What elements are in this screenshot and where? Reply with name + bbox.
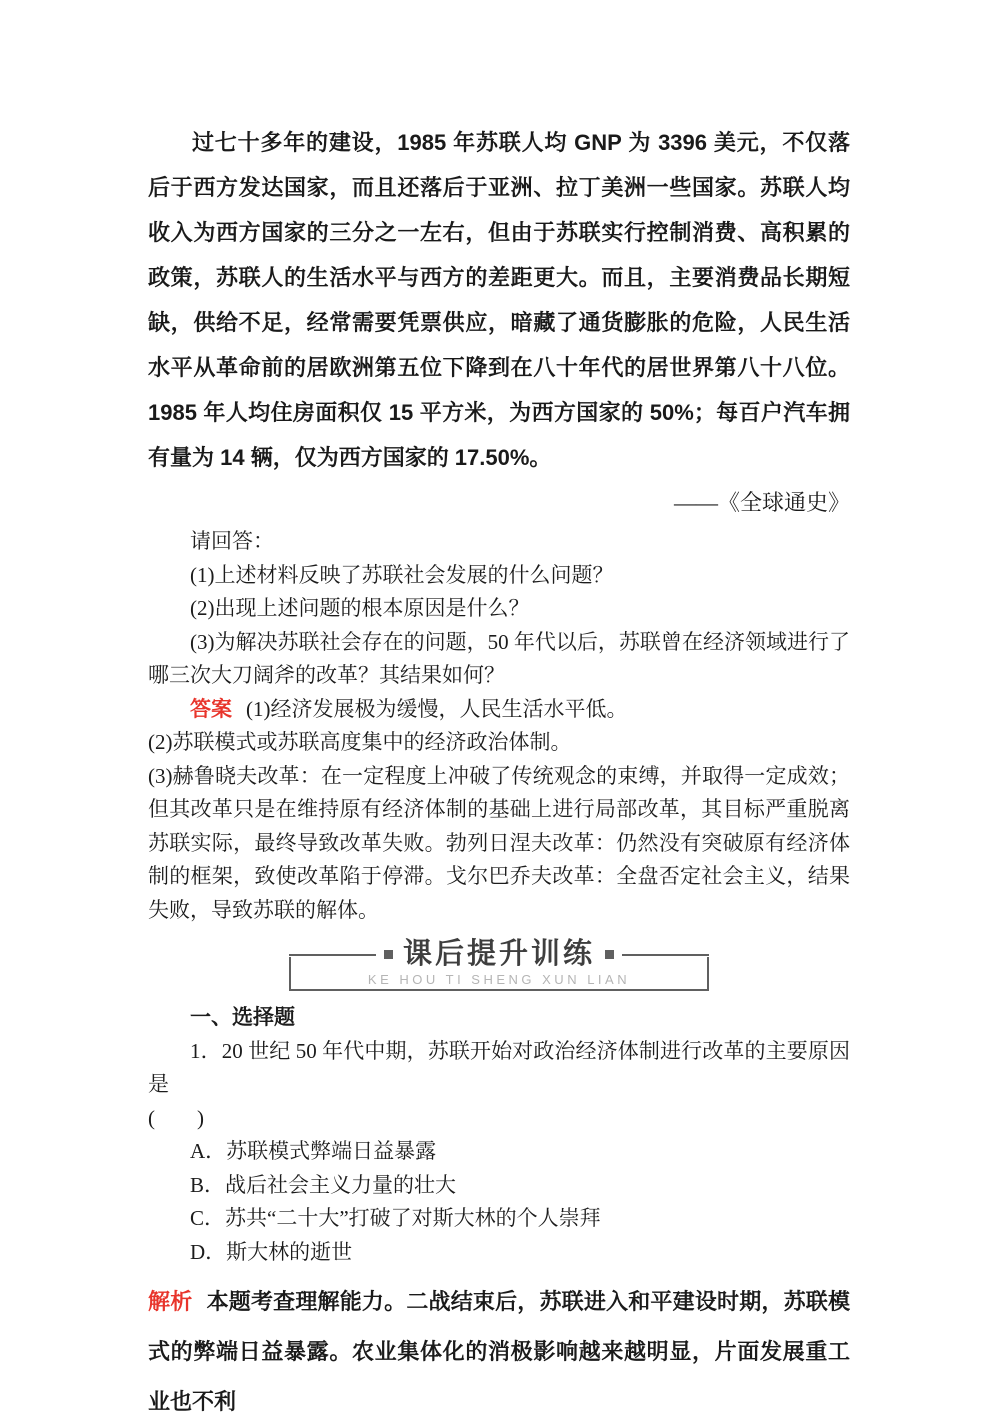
answer-label: 答案 [190, 696, 232, 721]
banner-square-right-icon [605, 950, 614, 959]
questions-prompt: 请回答： [190, 529, 274, 553]
question-item-1: (1)上述材料反映了苏联社会发展的什么问题？ [190, 562, 614, 587]
banner-title-row [289, 940, 709, 969]
question-item-3: (3)为解决苏联社会存在的问题，50 年代以后，苏联曾在经济领域进行了哪三次大刀阔斧的改革？其结果如何？ [148, 629, 850, 687]
page-content [148, 120, 850, 1414]
analysis-paragraph [148, 1277, 850, 1414]
analysis-label: 解析 [148, 1289, 193, 1314]
section-banner [289, 938, 709, 991]
banner-title: 课后提升训练 [403, 938, 596, 970]
question-item-2: (2)出现上述问题的根本原因是什么？ [190, 596, 530, 620]
source-attribution: ——《全球通史》 [673, 490, 850, 515]
answer-part-1-text: (1)经济发展极为缓慢，人民生活水平低。 [246, 696, 628, 721]
question1-stem: 1．20 世纪 50 年代中期，苏联开始对政治经济体制进行改革的主要原因是 [148, 1038, 850, 1096]
option-c: C．苏共“二十大”打破了对斯大林的个人崇拜 [190, 1206, 601, 1230]
analysis-text: 本题考查理解能力。二战结束后，苏联进入和平建设时期，苏联模式的弊端日益暴露。农业集体化的消极影响越来越明显，片面发展重工业也不利 [148, 1289, 850, 1414]
question1-answer-bracket: ( ) [148, 1105, 204, 1130]
answer-part-3: (3)赫鲁晓夫改革：在一定程度上冲破了传统观念的束缚，并取得一定成效；但其改革只是在维持原有经济体制的基础上进行局部改革，其目标严重脱离苏联实际，最终导致改革失败。勃列日涅夫改革：仍然没有突破原有经济体制的框架，致使改革陷于停滞。戈尔巴乔夫改革：全盘否定社会主义，结果失败，导致苏联的解体。 [148, 763, 850, 922]
answer-part-2: (2)苏联模式或苏联高度集中的经济政治体制。 [148, 730, 572, 754]
option-b: B．战后社会主义力量的壮大 [190, 1172, 457, 1197]
banner-square-left-icon [384, 950, 393, 959]
banner-right-line [622, 954, 709, 956]
banner-left-line [289, 954, 376, 956]
answer-part-1 [148, 693, 850, 727]
option-d: D．斯大林的逝世 [190, 1239, 353, 1264]
exercise-block [148, 1001, 850, 1269]
option-a: A．苏联模式弊端日益暴露 [190, 1139, 437, 1163]
banner-pinyin: KE HOU TI SHENG XUN LIAN [367, 972, 631, 987]
material-paragraph: 过七十多年的建设，1985 年苏联人均 GNP 为 3396 美元，不仅落后于西方发达国家，而且还落后于亚洲、拉丁美洲一些国家。苏联人均收入为西方国家的三分之一左右，但由于苏联实行控制消费、高积累的政策，苏联人的生活水平与西方的差距更大。而且，主要消费品长期短缺，供给不足，经常需要凭票供应，暗藏了通货膨胀的危险，人民生活水平从革命前的居欧洲第五位下降到在八十年代的居世界第八十八位。1985 年人均住房面积仅 15 平方米，为西方国家的 50%；每百户汽车拥有量为 14 辆，仅为西方国家的 17.50%。 [148, 130, 850, 470]
question-answer-block [148, 525, 850, 927]
section-title: 一、选择题 [190, 1005, 295, 1029]
